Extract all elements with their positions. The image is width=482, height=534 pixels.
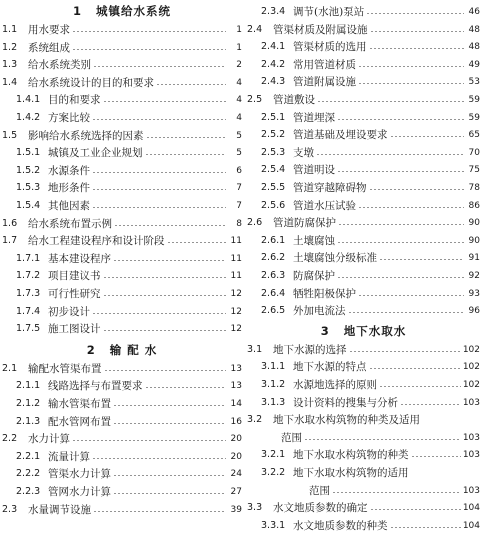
toc-entry-number: 1.5: [2, 129, 18, 141]
toc-entry-title: 管渠水力计算: [48, 468, 111, 481]
dot-leader: [103, 330, 227, 331]
dot-leader: [358, 295, 464, 296]
dot-leader: [113, 260, 226, 261]
toc-entry-title: 影响给水系统选择的因素: [28, 129, 144, 142]
toc-entry-page-number: 5: [236, 148, 242, 159]
dot-leader: [366, 13, 464, 14]
toc-entry-page-number: 12: [230, 324, 242, 335]
toc-entry-number: 2.1.1: [16, 380, 41, 392]
toc-entry[interactable]: [247, 110, 480, 126]
toc-entry-page-number: 93: [468, 288, 480, 299]
toc-entry-page-number: 75: [468, 165, 480, 176]
toc-entry-title: 地下水取水构筑物的种类及适用: [273, 414, 420, 427]
toc-entry-number: 1.7.3: [16, 288, 41, 299]
dot-leader: [72, 440, 226, 441]
toc-entry-page-number: 7: [236, 183, 242, 194]
toc-entry-title: 城镇及工业企业规划: [48, 147, 143, 160]
toc-entry[interactable]: [2, 145, 242, 161]
toc-entry-number: 1.5.2: [16, 164, 41, 176]
toc-entry-number: 1.7.5: [16, 323, 41, 335]
toc-entry[interactable]: [247, 39, 480, 55]
toc-entry[interactable]: [247, 268, 480, 284]
toc-entry-title: 目的和要求: [48, 94, 101, 107]
toc-entry-page-number: 16: [230, 416, 242, 427]
toc-entry-title: 管网水力计算: [48, 486, 111, 498]
toc-entry-page-number: 20: [230, 434, 242, 445]
dot-leader: [369, 48, 465, 49]
toc-entry-page-number: 49: [468, 59, 480, 70]
dot-leader: [92, 207, 226, 208]
toc-entry-title: 水文地质参数的种类: [293, 519, 388, 532]
toc-entry-title: 管道防腐保护: [273, 217, 336, 230]
toc-entry-page-number: 103: [462, 432, 480, 443]
toc-entry[interactable]: [247, 342, 480, 358]
toc-entry-title: 防腐保护: [293, 270, 335, 282]
toc-entry-number: 1.7.4: [16, 305, 41, 317]
dot-leader: [156, 84, 226, 85]
toc-entry[interactable]: [2, 180, 242, 196]
toc-entry-page-number: 14: [230, 399, 242, 409]
dot-leader: [338, 224, 464, 225]
chapter-heading[interactable]: [247, 322, 480, 340]
dot-leader: [104, 370, 227, 371]
toc-entry-number: 1.6: [2, 217, 18, 229]
toc-entry-page-number: 65: [468, 130, 480, 141]
toc-entry-title: 管道水压试验: [293, 199, 356, 212]
chapter-heading[interactable]: [2, 341, 242, 359]
toc-entry-number: 3.3: [247, 502, 263, 514]
toc-entry-page-number: 104: [462, 520, 480, 531]
dot-leader: [390, 527, 461, 528]
chapter-number: 2: [86, 342, 96, 357]
toc-entry[interactable]: [247, 377, 480, 393]
toc-entry-page-number: 86: [468, 200, 480, 211]
toc-entry-title: 设计资料的搜集与分析: [293, 396, 398, 409]
toc-entry-title: 牺牲阳极保护: [293, 287, 356, 300]
toc-entry-number: 3.2: [247, 414, 263, 426]
toc-entry-number: 3.1: [247, 343, 263, 355]
toc-entry-number: 1.2: [2, 41, 18, 53]
toc-entry-number: 1.7.2: [16, 270, 41, 282]
toc-entry-number: 2.1.2: [16, 398, 41, 409]
dot-leader: [337, 277, 464, 278]
chapter-title: 输 配 水: [109, 342, 158, 357]
toc-entry-page-number: 102: [462, 362, 480, 373]
toc-entry-number: 1.7.1: [16, 252, 41, 264]
toc-entry[interactable]: [247, 215, 480, 231]
toc-entry-page-number: 7: [236, 201, 242, 211]
chapter-number: 3: [320, 323, 330, 338]
toc-entry-title: 给水系统类别: [28, 59, 91, 72]
dot-leader: [317, 101, 464, 102]
toc-entry-page-number: 70: [468, 147, 480, 158]
toc-entry-number: 2.2: [2, 433, 18, 445]
toc-entry[interactable]: [247, 57, 480, 73]
dot-leader: [337, 119, 464, 120]
toc-entry[interactable]: [2, 304, 242, 320]
toc-entry-title: 管道敷设: [273, 94, 315, 106]
toc-entry-number: 1.3: [2, 59, 18, 71]
toc-entry-title: 地下水取水构筑物的种类: [293, 449, 409, 462]
toc-entry-page-number: 104: [462, 503, 480, 514]
toc-entry[interactable]: [247, 127, 480, 143]
toc-entry-title: 输配水管渠布置: [28, 362, 102, 375]
toc-entry-title: 项目建议书: [48, 270, 101, 283]
toc-entry-page-number: 2: [236, 60, 242, 71]
toc-entry-number: 2.5.1: [261, 111, 286, 123]
toc-entry-title: 方案比较: [48, 112, 90, 124]
toc-entry[interactable]: [247, 145, 480, 161]
toc-entry-page-number: 59: [468, 112, 480, 123]
toc-entry-page-number: 48: [468, 24, 480, 35]
toc-entry-number: 2.3: [2, 503, 18, 515]
toc-entry-title: 水源地选择的原则: [293, 379, 377, 391]
toc-entry-number: 2.1: [2, 362, 18, 374]
toc-entry[interactable]: [2, 484, 242, 500]
toc-entry[interactable]: [247, 22, 480, 38]
toc-entry-number: 2.4.3: [261, 76, 286, 88]
dot-leader: [72, 31, 226, 32]
toc-entry-page-number: 4: [236, 113, 242, 123]
toc-entry-page-number: 11: [230, 253, 242, 264]
toc-entry-page-number: 4: [236, 77, 242, 88]
toc-entry-page-number: 12: [230, 289, 242, 299]
dot-leader: [304, 439, 461, 440]
toc-entry-title: 给水系统布置示例: [28, 217, 112, 230]
dot-leader: [316, 154, 464, 155]
chapter-title: 城镇给水系统: [96, 4, 171, 18]
toc-entry-page-number: 8: [236, 218, 242, 229]
toc-left-column: [2, 0, 242, 522]
toc-entry-title: 流量计算: [48, 450, 90, 463]
toc-entry-title: 水量调节设施: [28, 503, 91, 516]
toc-entry-number: 2.6: [247, 217, 263, 229]
toc-entry-number: 3.2.2: [261, 467, 286, 478]
toc-entry-title: 用水要求: [28, 24, 70, 36]
toc-entry-title: 地下水取水构筑物的适用: [293, 467, 409, 479]
toc-entry-page-number: 4: [236, 95, 242, 106]
toc-entry-title: 外加电流法: [293, 305, 346, 318]
toc-entry-page-number: 102: [462, 344, 480, 355]
toc-entry-page-number: 96: [468, 306, 480, 317]
toc-entry-page-number: 103: [462, 397, 480, 408]
toc-entry-number: 2.4.2: [261, 58, 286, 70]
toc-entry-number: 2.5.4: [261, 164, 286, 176]
toc-entry[interactable]: [247, 447, 480, 463]
toc-entry[interactable]: [2, 431, 242, 447]
toc-entry-page-number: 24: [230, 469, 242, 480]
dot-leader: [332, 492, 461, 493]
toc-entry-title: 水文地质参数的确定: [273, 502, 368, 515]
toc-entry[interactable]: [2, 22, 242, 38]
toc-entry-number: 2.6.4: [261, 287, 286, 299]
toc-entry-page-number: 92: [468, 271, 480, 281]
toc-entry-title: 管道穿越障碍物: [293, 182, 367, 194]
dot-leader: [93, 66, 226, 67]
toc-entry-title: 系统组成: [28, 41, 70, 54]
toc-entry-page-number: 13: [230, 363, 242, 374]
dot-leader: [370, 31, 465, 32]
toc-entry-page-number: 39: [230, 504, 242, 515]
toc-entry-title: 管渠材质的选用: [293, 41, 367, 54]
dot-leader: [400, 404, 461, 405]
dot-leader: [92, 313, 226, 314]
dot-leader: [114, 225, 226, 226]
toc-entry-title: 水源条件: [48, 164, 90, 177]
toc-entry-number: 1.4.2: [16, 112, 41, 123]
toc-entry-page-number: 103: [462, 485, 480, 496]
toc-entry-title: 管道埋深: [293, 111, 335, 124]
toc-entry-title: 范围: [281, 431, 302, 444]
toc-entry-number: 2.5.2: [261, 129, 286, 141]
toc-entry[interactable]: [247, 250, 480, 266]
toc-entry[interactable]: [2, 396, 242, 412]
toc-entry-title: 管渠材质及附属设施: [273, 23, 368, 36]
toc-entry-page-number: 1: [236, 25, 242, 35]
toc-entry-page-number: 91: [468, 253, 480, 264]
toc-entry[interactable]: [2, 128, 242, 144]
toc-entry-number: 2.6.1: [261, 234, 286, 246]
toc-entry[interactable]: [247, 465, 480, 481]
dot-leader: [103, 277, 227, 278]
dot-leader: [92, 119, 226, 120]
toc-entry-title: 基本建设程序: [48, 252, 111, 265]
toc-entry-number: 3.3.1: [261, 519, 286, 531]
toc-entry[interactable]: [247, 395, 480, 411]
toc-entry[interactable]: [247, 4, 480, 20]
toc-entry-number: 2.3.4: [261, 6, 286, 17]
dot-leader: [349, 351, 461, 352]
toc-entry-title: 管道明设: [293, 164, 335, 177]
toc-entry-page-number: 102: [462, 380, 480, 390]
toc-entry[interactable]: [247, 412, 480, 428]
toc-entry[interactable]: [2, 321, 242, 337]
toc-entry-title: 调节(水池)泵站: [293, 6, 365, 18]
toc-entry-page-number: 11: [230, 236, 242, 247]
toc-entry[interactable]: [2, 163, 242, 179]
dot-leader: [369, 189, 465, 190]
toc-entry-title: 初步设计: [48, 305, 90, 318]
toc-entry-number: 2.6.2: [261, 252, 286, 264]
dot-leader: [145, 387, 227, 388]
toc-entry-number: 1.5.4: [16, 200, 41, 211]
toc-entry-title: 给水工程建设程序和设计阶段: [28, 235, 165, 248]
toc-entry[interactable]: [2, 378, 242, 394]
toc-entry-title: 可行性研究: [48, 288, 101, 300]
toc-entry[interactable]: [247, 92, 480, 108]
toc-entry-number: 1.4.1: [16, 94, 41, 106]
toc-entry-title: 管道基础及埋设要求: [293, 129, 388, 142]
toc-entry-page-number: 13: [230, 381, 242, 392]
toc-entry-title: 给水系统设计的目的和要求: [28, 76, 154, 89]
dot-leader: [337, 171, 464, 172]
dot-leader: [93, 511, 226, 512]
toc-entry[interactable]: [247, 198, 480, 214]
dot-leader: [390, 136, 465, 137]
toc-entry-title: 土壤腐蚀分级标准: [293, 252, 377, 265]
toc-entry-number: 1.5.1: [16, 147, 41, 159]
toc-entry[interactable]: [2, 92, 242, 108]
dot-leader: [92, 189, 226, 190]
toc-entry-title: 施工图设计: [48, 323, 101, 336]
toc-entry-number: 2.2.2: [16, 468, 41, 480]
toc-entry[interactable]: [2, 251, 242, 267]
toc-entry-page-number: 12: [230, 306, 242, 317]
toc-entry[interactable]: [247, 162, 480, 178]
toc-entry[interactable]: [2, 268, 242, 284]
dot-leader: [167, 242, 227, 243]
toc-entry[interactable]: [2, 198, 242, 214]
toc-entry-number: 2.6.5: [261, 305, 286, 317]
toc-entry-page-number: 1: [236, 42, 242, 53]
toc-entry[interactable]: [247, 180, 480, 196]
toc-entry[interactable]: [2, 414, 242, 430]
toc-entry-page-number: 90: [468, 235, 480, 246]
dot-leader: [92, 458, 226, 459]
toc-entry-title: 地下水源的特点: [293, 361, 367, 374]
toc-entry-page-number: 11: [230, 271, 242, 282]
dot-leader: [113, 493, 226, 494]
toc-entry[interactable]: [247, 430, 480, 446]
toc-entry-page-number: 53: [468, 77, 480, 88]
toc-entry[interactable]: [247, 233, 480, 249]
toc-entry[interactable]: [2, 40, 242, 56]
toc-entry-number: 2.4: [247, 23, 263, 35]
toc-entry-number: 2.2.3: [16, 486, 41, 497]
dot-leader: [348, 312, 465, 313]
toc-entry-title: 常用管道材质: [293, 58, 356, 71]
toc-entry-number: 2.4.1: [261, 41, 286, 53]
toc-entry-title: 地下水源的选择: [273, 343, 347, 356]
toc-entry-page-number: 48: [468, 42, 480, 53]
toc-entry-number: 1.4: [2, 76, 18, 88]
chapter-heading[interactable]: [2, 2, 242, 20]
dot-leader: [113, 423, 226, 424]
toc-entry-title: 线路选择与布置要求: [48, 380, 143, 393]
dot-leader: [72, 49, 226, 50]
toc-entry-page-number: 78: [468, 183, 480, 193]
toc-entry-title: 地形条件: [48, 182, 90, 195]
chapter-title: 地下水取水: [343, 323, 407, 338]
toc-entry-number: 2.5.6: [261, 199, 286, 211]
toc-entry[interactable]: [2, 466, 242, 482]
dot-leader: [113, 475, 226, 476]
toc-entry-title: 水力计算: [28, 433, 70, 446]
toc-entry-number: 2.5: [247, 94, 263, 105]
dot-leader: [146, 137, 227, 138]
dot-leader: [103, 295, 227, 296]
toc-entry[interactable]: [2, 75, 242, 91]
toc-entry-number: 2.2.1: [16, 450, 41, 462]
dot-leader: [337, 242, 464, 243]
toc-entry[interactable]: [247, 518, 480, 534]
toc-entry-title: 配水管网布置: [48, 415, 111, 428]
dot-leader: [370, 509, 461, 510]
dot-leader: [103, 101, 227, 102]
toc-entry-number: 3.2.1: [261, 449, 286, 461]
toc-entry-title: 其他因素: [48, 200, 90, 212]
dot-leader: [145, 154, 227, 155]
toc-entry[interactable]: [247, 359, 480, 375]
toc-entry[interactable]: [2, 110, 242, 126]
toc-entry-page-number: 6: [236, 165, 242, 176]
toc-entry-page-number: 27: [230, 487, 242, 497]
toc-entry-page-number: 90: [468, 218, 480, 229]
toc-entry[interactable]: [2, 449, 242, 465]
toc-entry[interactable]: [247, 303, 480, 319]
dot-leader: [358, 207, 464, 208]
toc-entry[interactable]: [247, 74, 480, 90]
dot-leader: [358, 66, 464, 67]
toc-right-column: [247, 0, 480, 532]
dot-leader: [379, 386, 461, 387]
toc-entry-page-number: 46: [468, 7, 480, 17]
toc-entry-number: 2.6.3: [261, 270, 286, 281]
toc-entry-number: 3.1.2: [261, 379, 286, 390]
dot-leader: [92, 172, 226, 173]
toc-entry-number: 2.5.3: [261, 146, 286, 158]
chapter-number: 1: [72, 4, 82, 18]
toc-entry-number: 3.1.1: [261, 361, 286, 373]
toc-entry[interactable]: [247, 483, 480, 499]
toc-entry-page-number: 103: [462, 450, 480, 461]
toc-entry[interactable]: [2, 361, 242, 377]
dot-leader: [379, 259, 464, 260]
dot-leader: [113, 405, 226, 406]
toc-entry-number: 2.5.5: [261, 182, 286, 193]
toc-entry-number: 1.7: [2, 235, 18, 247]
toc-entry-page-number: 59: [468, 95, 480, 105]
dot-leader: [411, 456, 461, 457]
toc-entry-page-number: 5: [236, 130, 242, 141]
toc-entry[interactable]: [2, 233, 242, 249]
toc-entry[interactable]: [2, 502, 242, 518]
toc-entry[interactable]: [2, 57, 242, 73]
toc-entry-number: 2.1.3: [16, 415, 41, 427]
toc-entry-title: 输水管渠布置: [48, 398, 111, 410]
toc-entry-page-number: 20: [230, 451, 242, 462]
toc-entry-title: 管道附属设施: [293, 76, 356, 89]
toc-entry-number: 1.1: [2, 24, 18, 35]
toc-entry[interactable]: [2, 216, 242, 232]
toc-entry[interactable]: [2, 286, 242, 302]
toc-entry-title: 土壤腐蚀: [293, 234, 335, 247]
toc-entry-number: 3.1.3: [261, 396, 286, 408]
toc-entry-number: 1.5.3: [16, 182, 41, 194]
toc-entry-title: 支墩: [293, 146, 314, 159]
toc-entry-title: 范围: [309, 484, 330, 497]
toc-entry[interactable]: [247, 500, 480, 516]
dot-leader: [369, 368, 461, 369]
dot-leader: [358, 83, 464, 84]
toc-entry[interactable]: [247, 286, 480, 302]
